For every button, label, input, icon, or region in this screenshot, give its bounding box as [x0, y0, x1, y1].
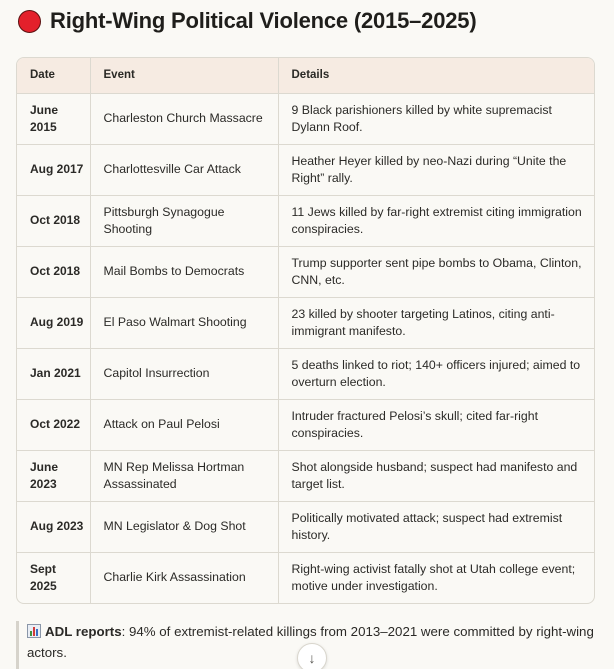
- event-cell: Attack on Paul Pelosi: [90, 399, 278, 450]
- column-header-details: Details: [278, 58, 594, 93]
- event-cell: Charleston Church Massacre: [90, 93, 278, 144]
- date-cell: Sept 2025: [17, 552, 90, 603]
- event-cell: Pittsburgh Synagogue Shooting: [90, 195, 278, 246]
- date-cell: Oct 2018: [17, 195, 90, 246]
- red-circle-icon: [18, 10, 41, 33]
- date-cell: June 2023: [17, 450, 90, 501]
- details-cell: 23 killed by shooter targeting Latinos, citing anti-immigrant manifesto.: [278, 297, 594, 348]
- table-row: [17, 450, 594, 501]
- event-cell: Charlie Kirk Assassination: [90, 552, 278, 603]
- details-cell: Intruder fractured Pelosi’s skull; cited far-right conspiracies.: [278, 399, 594, 450]
- details-cell: Shot alongside husband; suspect had manifesto and target list.: [278, 450, 594, 501]
- details-cell: Heather Heyer killed by neo-Nazi during “Unite the Right” rally.: [278, 144, 594, 195]
- callout-text: : 94% of extremist-related killings from 2013–2021 were committed by right-wing actors.: [27, 624, 594, 660]
- table-header-row: [17, 58, 594, 93]
- event-cell: Charlottesville Car Attack: [90, 144, 278, 195]
- events-table-container: [16, 57, 595, 604]
- date-cell: Aug 2019: [17, 297, 90, 348]
- table-row: [17, 552, 594, 603]
- table-row: [17, 93, 594, 144]
- date-cell: Oct 2018: [17, 246, 90, 297]
- callout-label: ADL reports: [45, 624, 122, 639]
- date-cell: Aug 2023: [17, 501, 90, 552]
- scroll-down-button[interactable]: [297, 643, 327, 669]
- column-header-date: Date: [17, 58, 90, 93]
- details-cell: Trump supporter sent pipe bombs to Obama, Clinton, CNN, etc.: [278, 246, 594, 297]
- table-row: [17, 348, 594, 399]
- table-row: [17, 144, 594, 195]
- details-cell: Politically motivated attack; suspect had extremist history.: [278, 501, 594, 552]
- event-cell: Capitol Insurrection: [90, 348, 278, 399]
- date-cell: June 2015: [30, 102, 59, 134]
- details-cell: 9 Black parishioners killed by white supremacist Dylann Roof.: [278, 93, 594, 144]
- table-row: [17, 195, 594, 246]
- arrow-down-icon: ↓: [308, 650, 316, 666]
- page-title: Right-Wing Political Violence (2015–2025): [50, 8, 477, 33]
- events-table: [17, 58, 594, 603]
- table-row: [17, 246, 594, 297]
- table-row: [17, 501, 594, 552]
- event-cell: MN Legislator & Dog Shot: [90, 501, 278, 552]
- details-cell: 5 deaths linked to riot; 140+ officers injured; aimed to overturn election.: [278, 348, 594, 399]
- title-row: [18, 6, 476, 36]
- date-cell: Oct 2022: [17, 399, 90, 450]
- column-header-event: Event: [90, 58, 278, 93]
- details-cell: 11 Jews killed by far-right extremist citing immigration conspiracies.: [278, 195, 594, 246]
- date-cell: Jan 2021: [17, 348, 90, 399]
- event-cell: MN Rep Melissa Hortman Assassinated: [90, 450, 278, 501]
- table-row: [17, 399, 594, 450]
- event-cell: Mail Bombs to Democrats: [90, 246, 278, 297]
- bar-chart-icon: [27, 624, 41, 638]
- date-cell: Aug 2017: [17, 144, 90, 195]
- table-row: [17, 297, 594, 348]
- event-cell: El Paso Walmart Shooting: [90, 297, 278, 348]
- details-cell: Right-wing activist fatally shot at Utah college event; motive under investigation.: [278, 552, 594, 603]
